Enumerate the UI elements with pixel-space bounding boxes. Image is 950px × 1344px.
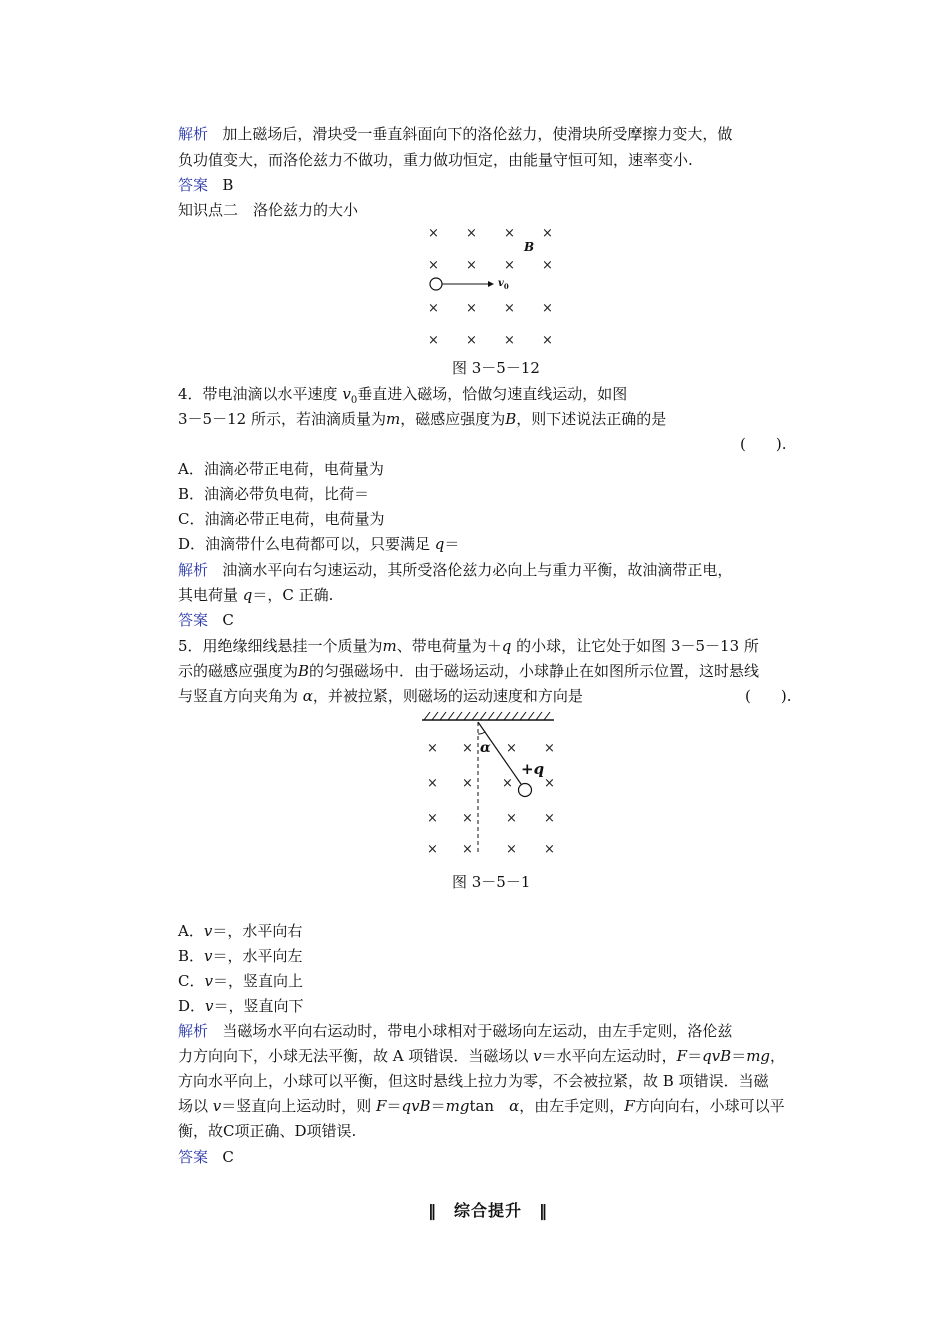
- field-x-icon: ×: [428, 301, 439, 316]
- analysis-label: 解析: [178, 1022, 209, 1040]
- field-x-icon: ×: [466, 301, 477, 316]
- label-v0: $v_0$: [498, 278, 509, 291]
- angle-arc: [478, 732, 485, 734]
- field-x-icon: ×: [466, 258, 477, 273]
- q4-option-c: C．油滴必带正电荷，电荷量为: [178, 510, 385, 528]
- q5-analysis: 场以 v＝竖直向上运动时，则 F＝qvB＝mgtan α，由左手定则，F方向向右，小球可以平: [178, 1097, 785, 1115]
- figure-3-5-13: [420, 710, 565, 860]
- q5-analysis: 力方向向下，小球无法平衡，故 A 项错误．当磁场以 v＝水平向左运动时，F＝qvB＝mg，: [178, 1047, 786, 1065]
- q4-analysis: 其电荷量 q＝，C 正确.: [178, 586, 334, 604]
- label-alpha: α: [480, 740, 491, 756]
- q4-option-d: D．油滴带什么电荷都可以，只要满足 q＝: [178, 535, 460, 553]
- field-x-icon: ×: [504, 226, 515, 241]
- field-x-icon: ×: [427, 776, 438, 791]
- field-x-icon: ×: [544, 776, 555, 791]
- field-x-icon: ×: [542, 333, 553, 348]
- field-x-icon: ×: [462, 776, 473, 791]
- charged-ball: [519, 784, 532, 797]
- q5-stem: 与竖直方向夹角为 α，并被拉紧，则磁场的运动速度和方向是: [178, 687, 583, 705]
- field-x-icon: ×: [506, 842, 517, 857]
- oil-drop: [430, 278, 442, 290]
- field-x-icon: ×: [462, 842, 473, 857]
- section-heading: ‖ 综合提升 ‖: [428, 1201, 549, 1220]
- field-x-icon: ×: [462, 811, 473, 826]
- answer-value: C: [222, 1148, 234, 1166]
- field-x-icon: ×: [428, 258, 439, 273]
- figure-3-5-12: [420, 222, 570, 352]
- answer-label: 答案: [178, 1148, 209, 1166]
- field-x-icon: ×: [428, 333, 439, 348]
- field-x-icon: ×: [427, 842, 438, 857]
- field-x-icon: ×: [504, 301, 515, 316]
- answer-value: C: [222, 611, 234, 629]
- q5-option-b: B．v＝，水平向左: [178, 947, 303, 965]
- field-x-icon: ×: [544, 741, 555, 756]
- answer-value: B: [222, 176, 234, 194]
- q4-option-a: A．油滴必带正电荷，电荷量为: [178, 460, 384, 478]
- q4-option-b: B．油滴必带负电荷，比荷＝: [178, 485, 370, 503]
- label-plus-q: +q: [521, 760, 545, 778]
- analysis-line: 负功值变大，而洛伦兹力不做功，重力做功恒定，由能量守恒可知，速率变小.: [178, 151, 693, 169]
- q5-stem: 示的磁感应强度为B的匀强磁场中．由于磁场运动，小球静止在如图所示位置，这时悬线: [178, 662, 760, 680]
- q4-answer: [178, 610, 234, 630]
- q5-analysis: 衡，故C项正确、D项错误.: [178, 1122, 357, 1140]
- field-x-icon: ×: [504, 333, 515, 348]
- q4-stem: 4．带电油滴以水平速度 $v_0$垂直进入磁场，恰做匀速直线运动，如图: [178, 385, 628, 406]
- field-x-icon: ×: [504, 258, 515, 273]
- q5-answer: [178, 1147, 234, 1167]
- field-x-icon: ×: [544, 842, 555, 857]
- q4-analysis: 解析 油滴水平向右匀速运动，其所受洛伦兹力必向上与重力平衡，故油滴带正电，: [178, 561, 733, 579]
- q5-option-c: C．v＝，竖直向上: [178, 972, 303, 990]
- answer-blank: ( ).: [740, 435, 787, 453]
- field-x-icon: ×: [542, 301, 553, 316]
- section-title: 知识点二 洛伦兹力的大小: [178, 201, 359, 219]
- answer-label: 答案: [178, 611, 209, 629]
- field-x-icon: ×: [506, 811, 517, 826]
- field-x-icon: ×: [542, 226, 553, 241]
- field-x-icon: ×: [462, 741, 473, 756]
- field-x-icon: ×: [542, 258, 553, 273]
- field-x-icon: ×: [502, 776, 513, 791]
- figure-caption: 图 3－5－1: [452, 873, 531, 891]
- q5-analysis: 方向水平向上，小球可以平衡，但这时悬线上拉力为零，不会被拉紧，故 B 项错误．当磁: [178, 1072, 769, 1090]
- analysis-label: 解析: [178, 561, 209, 579]
- q5-analysis: 解析 当磁场水平向右运动时，带电小球相对于磁场向左运动，由左手定则，洛伦兹: [178, 1022, 733, 1040]
- figure-caption: 图 3－5－12: [452, 359, 540, 377]
- arrow-head: [488, 281, 494, 287]
- analysis-line: 解析 加上磁场后，滑块受一垂直斜面向下的洛伦兹力，使滑块所受摩擦力变大，做: [178, 125, 733, 143]
- field-x-icon: ×: [428, 226, 439, 241]
- answer-line: [178, 175, 233, 195]
- field-x-icon: ×: [427, 741, 438, 756]
- label-B: B: [524, 240, 535, 254]
- answer-blank: ( ).: [745, 687, 792, 705]
- field-x-icon: ×: [466, 226, 477, 241]
- field-x-icon: ×: [544, 811, 555, 826]
- field-x-icon: ×: [466, 333, 477, 348]
- answer-label: 答案: [178, 176, 209, 194]
- analysis-label: 解析: [178, 125, 209, 143]
- q5-option-a: A．v＝，水平向右: [178, 922, 303, 940]
- field-x-icon: ×: [427, 811, 438, 826]
- field-x-icon: ×: [506, 741, 517, 756]
- q4-stem: 3－5－12 所示，若油滴质量为m，磁感应强度为B，则下述说法正确的是: [178, 410, 667, 428]
- q5-stem: 5．用绝缘细线悬挂一个质量为m、带电荷量为＋q 的小球，让它处于如图 3－5－13 所: [178, 637, 759, 655]
- q5-option-d: D．v＝，竖直向下: [178, 997, 304, 1015]
